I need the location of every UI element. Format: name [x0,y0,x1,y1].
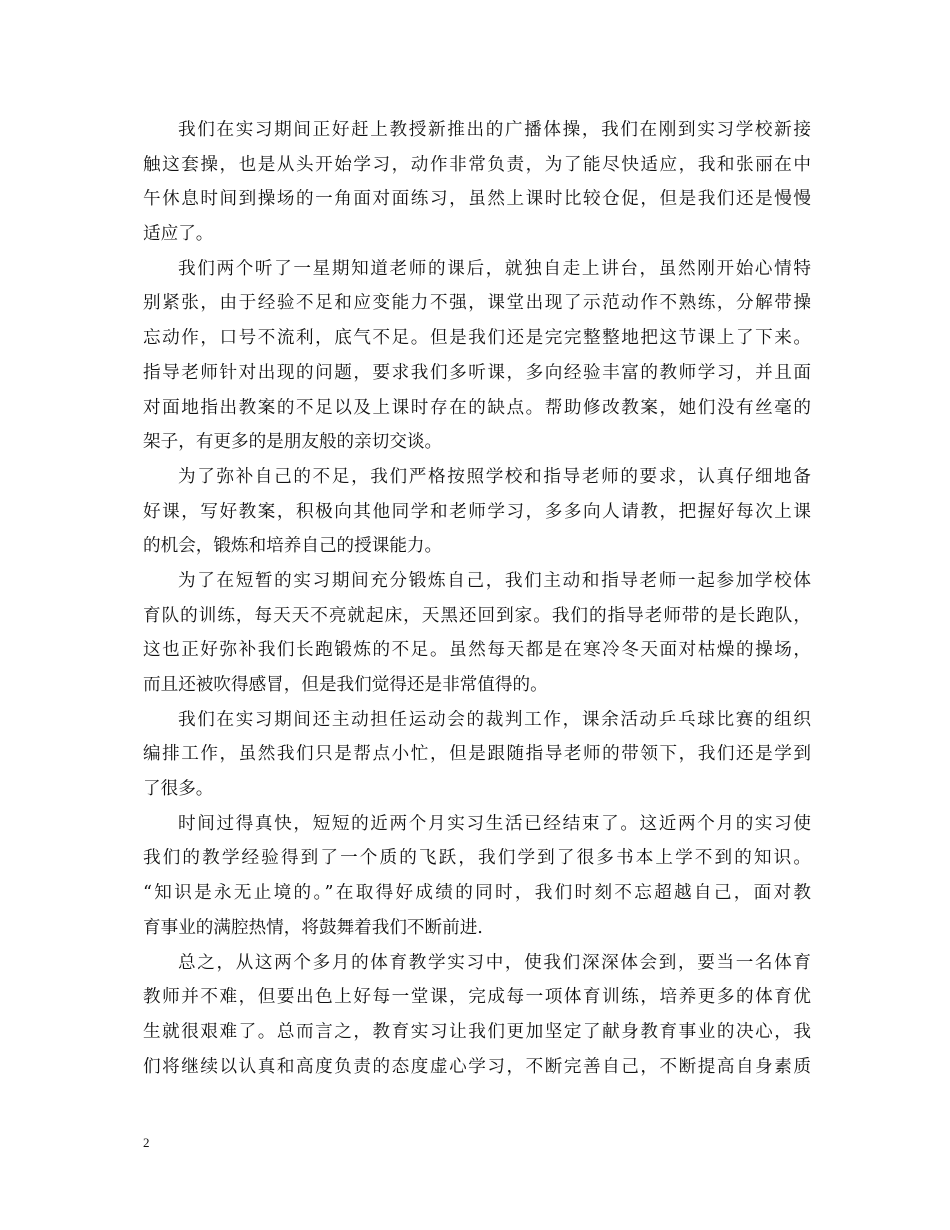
paragraph-4-line-1: 为了在短暂的实习期间充分锻炼自己，我们主动和指导老师一起参加学校体 [178,570,811,591]
paragraph-5-line-2: 编排工作，虽然我们只是帮点小忙，但是跟随指导老师的带领下，我们还是学到 [143,744,811,765]
paragraph-6-line-3: “知识是永无止境的。”在取得好成绩的同时，我们时刻不忘超越自己，面对教 [143,883,811,904]
paragraph-7-line-1: 总之，从这两个多月的体育教学实习中，使我们深深体会到，要当一名体育 [178,952,811,973]
paragraph-1-line-1: 我们在实习期间正好赶上教授新推出的广播体操，我们在刚到实习学校新接 [178,120,811,140]
paragraph-2-line-5: 对面地指出教案的不足以及上课时存在的缺点。帮助修改教案，她们没有丝毫的 [143,397,811,418]
paragraph-4-line-3: 这也正好弥补我们长跑锻炼的不足。虽然每天都是在寒冷冬天面对枯燥的操场， [143,640,811,661]
paragraph-7-line-2: 教师并不难，但要出色上好每一堂课，完成每一项体育训练，培养更多的体育优 [143,987,811,1008]
paragraph-2-line-6: 架子，有更多的是朋友般的亲切交谈。 [143,432,443,453]
paragraph-1-line-4: 适应了。 [143,224,214,245]
paragraph-7-line-3: 生就很艰难了。总而言之，教育实习让我们更加坚定了献身教育事业的决心，我 [143,1021,811,1042]
paragraph-2-line-3: 忘动作，口号不流利，底气不足。但是我们还是完完整整地把这节课上了下来。 [143,328,811,349]
paragraph-5-line-3: 了很多。 [143,779,214,800]
paragraph-2-line-2: 别紧张，由于经验不足和应变能力不强，课堂出现了示范动作不熟练，分解带操 [143,293,811,314]
paragraph-3-line-2: 好课，写好教案，积极向其他同学和老师学习，多多向人请教，把握好每次上课 [143,501,811,522]
paragraph-4-line-4: 而且还被吹得感冒，但是我们觉得还是非常值得的。 [143,675,548,695]
page-number: 2 [143,1135,150,1150]
paragraph-4-line-2: 育队的训练，每天天不亮就起床，天黑还回到家。我们的指导老师带的是长跑队， [143,605,811,626]
paragraph-6-line-2: 我们的教学经验得到了一个质的飞跃，我们学到了很多书本上学不到的知识。 [143,848,811,869]
paragraph-6-line-4: 育事业的满腔热情，将鼓舞着我们不断前进. [143,917,483,938]
paragraph-3-line-1: 为了弥补自己的不足，我们严格按照学校和指导老师的要求，认真仔细地备 [178,466,811,487]
paragraph-6-line-1: 时间过得真快，短短的近两个月实习生活已经结束了。这近两个月的实习使 [178,813,811,834]
paragraph-3-line-3: 的机会，锻炼和培养自己的授课能力。 [143,536,443,557]
paragraph-1-line-2: 触这套操，也是从头开始学习，动作非常负责，为了能尽快适应，我和张丽在中 [143,154,811,175]
document-body [143,113,811,1084]
paragraph-1-line-3: 午休息时间到操场的一角面对面练习，虽然上课时比较仓促，但是我们还是慢慢 [143,189,811,210]
paragraph-2-line-4: 指导老师针对出现的问题，要求我们多听课，多向经验丰富的教师学习，并且面 [143,362,811,383]
paragraph-5-line-1: 我们在实习期间还主动担任运动会的裁判工作，课余活动乒乓球比赛的组织 [178,709,811,730]
paragraph-7-line-4: 们将继续以认真和高度负责的态度虚心学习，不断完善自己，不断提高自身素质 [143,1056,811,1077]
paragraph-2-line-1: 我们两个听了一星期知道老师的课后，就独自走上讲台，虽然刚开始心情特 [178,258,811,279]
